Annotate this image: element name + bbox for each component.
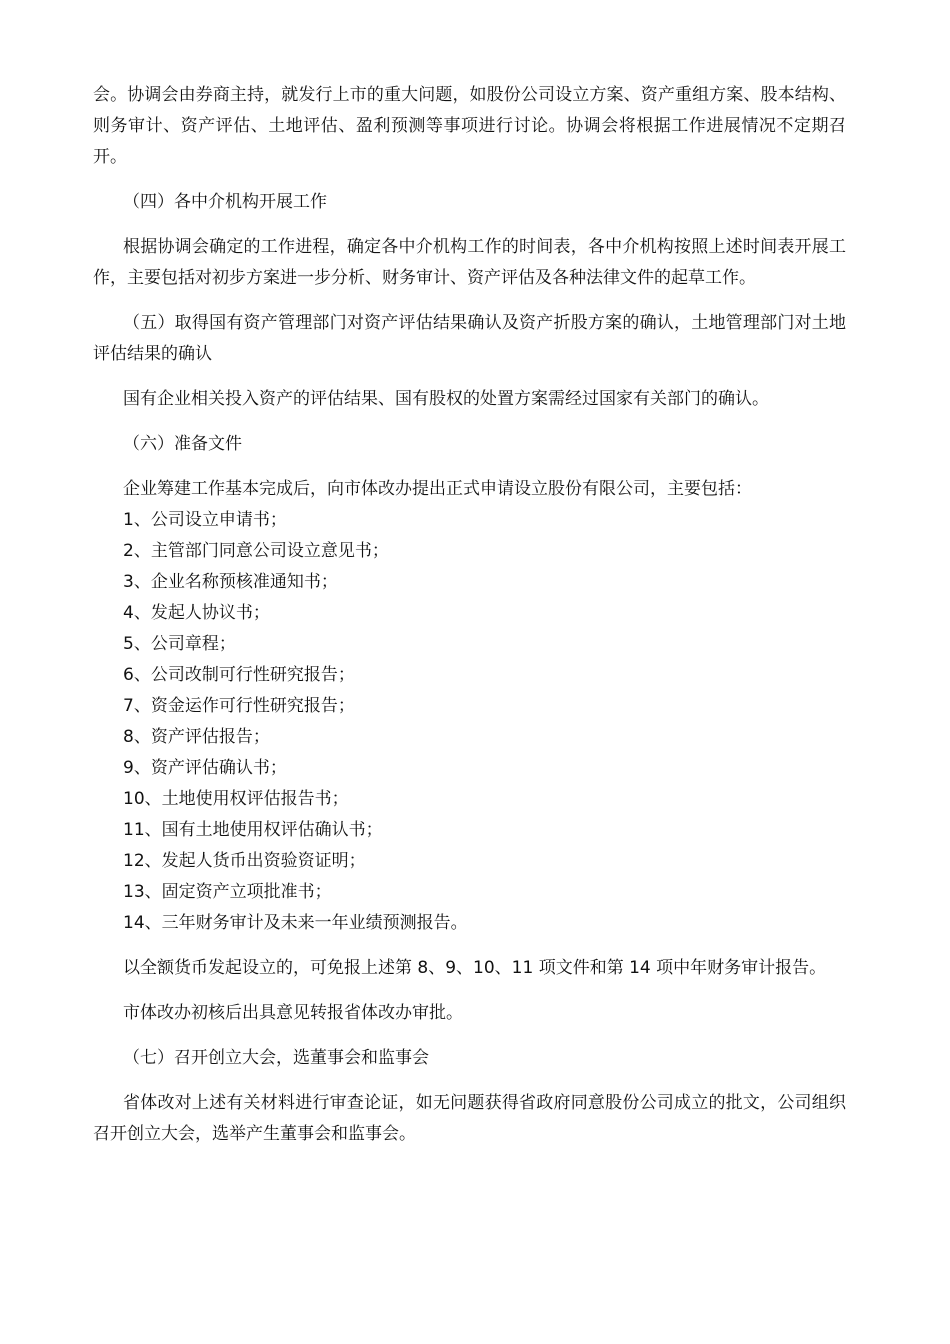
section-heading-5: （五）取得国有资产管理部门对资产评估结果确认及资产折股方案的确认，土地管理部门对土地评估结果的确认 [93,313,846,364]
list-item: 2、主管部门同意公司设立意见书； [123,541,389,561]
list-item: 6、公司改制可行性研究报告； [123,665,355,685]
paragraph-intermediary-work: 根据协调会确定的工作进程，确定各中介机构工作的时间表，各中介机构按照上述时间表开展工作，主要包括对初步方案进一步分析、财务审计、资产评估及各种法律文件的起草工作。 [93,237,846,288]
list-item: 5、公司章程； [123,634,236,654]
paragraph-founding-meeting: 省体改对上述有关材料进行审查论证，如无问题获得省政府同意股份公司成立的批文，公司组织召开创立大会，选举产生董事会和监事会。 [93,1093,846,1144]
list-item: 4、发起人协议书； [123,603,270,623]
list-item: 11、国有土地使用权评估确认书； [123,820,383,840]
list-item: 13、固定资产立项批准书； [123,882,332,902]
section-heading-4: （四）各中介机构开展工作 [123,192,327,212]
list-item: 14、三年财务审计及未来一年业绩预测报告。 [123,913,468,933]
list-item: 7、资金运作可行性研究报告； [123,696,355,716]
paragraph-application-intro: 企业筹建工作基本完成后，向市体改办提出正式申请设立股份有限公司，主要包括： [123,479,752,499]
paragraph-state-asset-confirmation: 国有企业相关投入资产的评估结果、国有股权的处置方案需经过国家有关部门的确认。 [123,389,769,409]
list-item: 1、公司设立申请书； [123,510,287,530]
section-heading-6: （六）准备文件 [123,434,242,454]
section-heading-7: （七）召开创立大会，选董事会和监事会 [123,1048,429,1068]
paragraph-cash-exemption: 以全额货币发起设立的，可免报上述第 8、9、10、11 项文件和第 14 项中年财务审计报告。 [123,958,827,978]
document-list [93,505,846,939]
list-item: 3、企业名称预核准通知书； [123,572,338,592]
list-item: 10、土地使用权评估报告书； [123,789,349,809]
paragraph-coordination-meeting: 会。协调会由券商主持，就发行上市的重大问题，如股份公司设立方案、资产重组方案、股本结构、则务审计、资产评估、土地评估、盈利预测等事项进行讨论。协调会将根据工作进展情况不定期召开。 [93,85,846,167]
list-item: 9、资产评估确认书； [123,758,287,778]
list-item: 8、资产评估报告； [123,727,270,747]
list-item: 12、发起人货币出资验资证明； [123,851,366,871]
paragraph-city-review: 市体改办初核后出具意见转报省体改办审批。 [123,1003,463,1023]
